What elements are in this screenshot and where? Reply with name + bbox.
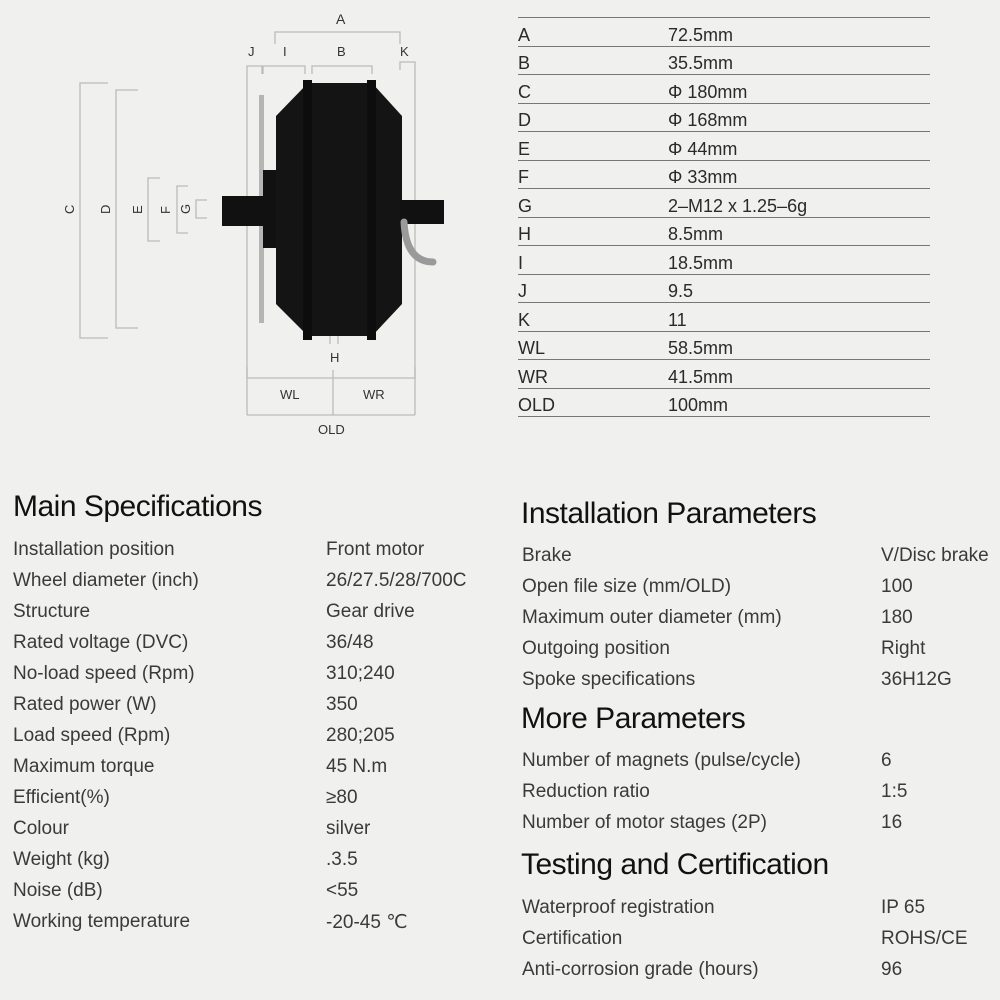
dimension-row bbox=[518, 160, 930, 189]
dimension-row bbox=[518, 18, 930, 47]
main-specs-value: silver bbox=[326, 818, 371, 839]
dimension-value: Φ 44mm bbox=[668, 132, 930, 161]
main-specs-label: Weight (kg) bbox=[13, 849, 110, 870]
dimension-key: E bbox=[518, 132, 668, 161]
testing-value: 96 bbox=[881, 959, 903, 980]
installation-label: Spoke specifications bbox=[522, 669, 696, 690]
dimension-row bbox=[518, 217, 930, 246]
main-specs-label: Wheel diameter (inch) bbox=[13, 570, 199, 591]
dimension-row bbox=[518, 103, 930, 132]
main-specs-label: Colour bbox=[13, 818, 69, 839]
dimension-key: C bbox=[518, 75, 668, 104]
main-specs-label: No-load speed (Rpm) bbox=[13, 663, 195, 684]
dimension-row bbox=[518, 388, 930, 417]
dimension-value: 35.5mm bbox=[668, 46, 930, 75]
dimension-value: 11 bbox=[668, 303, 930, 332]
main-specs-label: Efficient(%) bbox=[13, 787, 110, 808]
label-C: C bbox=[62, 204, 77, 214]
dimension-key: B bbox=[518, 46, 668, 75]
more-value: 6 bbox=[881, 750, 892, 771]
dimension-key: A bbox=[518, 18, 668, 47]
dimension-row bbox=[518, 132, 930, 161]
label-F: F bbox=[158, 206, 173, 214]
dimension-key: F bbox=[518, 160, 668, 189]
main-specs-value: Gear drive bbox=[326, 601, 415, 622]
installation-value: Right bbox=[881, 638, 926, 659]
dimension-key: WL bbox=[518, 331, 668, 360]
installation-label: Outgoing position bbox=[522, 638, 670, 659]
main-specs-value: -20-45 ℃ bbox=[326, 912, 408, 933]
installation-value: 100 bbox=[881, 576, 913, 597]
dimension-row bbox=[518, 246, 930, 275]
dimension-key: I bbox=[518, 246, 668, 275]
label-B: B bbox=[337, 44, 346, 59]
main-specs-value: 350 bbox=[326, 694, 358, 715]
dimension-row bbox=[518, 303, 930, 332]
main-specs-value: Front motor bbox=[326, 539, 425, 560]
dimension-row bbox=[518, 360, 930, 389]
installation-value: 36H12G bbox=[881, 669, 952, 690]
motor-dimension-drawing bbox=[0, 0, 500, 450]
dimension-key: H bbox=[518, 217, 668, 246]
testing-label: Anti-corrosion grade (hours) bbox=[522, 959, 759, 980]
main-specs-label: Working temperature bbox=[13, 911, 191, 932]
main-specs-value: <55 bbox=[326, 880, 359, 901]
main-specs-label: Installation position bbox=[13, 539, 175, 560]
dimension-key: WR bbox=[518, 360, 668, 389]
installation-label: Open file size (mm/OLD) bbox=[522, 576, 732, 597]
dimension-value: 8.5mm bbox=[668, 217, 930, 246]
main-specifications-title: Main Specifications bbox=[13, 490, 262, 523]
more-value: 16 bbox=[881, 812, 903, 833]
more-label: Reduction ratio bbox=[522, 781, 650, 802]
dimension-value: 58.5mm bbox=[668, 331, 930, 360]
installation-value: V/Disc brake bbox=[881, 545, 989, 566]
testing-label: Waterproof registration bbox=[522, 897, 715, 918]
more-value: 1:5 bbox=[881, 781, 908, 802]
label-WL: WL bbox=[280, 387, 300, 402]
main-specs-value: 45 N.m bbox=[326, 756, 388, 777]
main-specs-value: 36/48 bbox=[326, 632, 374, 653]
main-specs-value: 26/27.5/28/700C bbox=[326, 570, 467, 591]
label-I: I bbox=[283, 44, 287, 59]
more-label: Number of motor stages (2P) bbox=[522, 812, 767, 833]
label-WR: WR bbox=[363, 387, 385, 402]
dimension-value: 9.5 bbox=[668, 274, 930, 303]
more-label: Number of magnets (pulse/cycle) bbox=[522, 750, 801, 771]
dimension-value: 41.5mm bbox=[668, 360, 930, 389]
hub-motor-body bbox=[222, 80, 444, 340]
installation-value: 180 bbox=[881, 607, 913, 628]
main-specs-label: Rated power (W) bbox=[13, 694, 157, 715]
label-G: G bbox=[178, 203, 193, 214]
dimension-row bbox=[518, 46, 930, 75]
dimension-table bbox=[518, 17, 930, 417]
dimension-key: J bbox=[518, 274, 668, 303]
dimension-row bbox=[518, 331, 930, 360]
testing-label: Certification bbox=[522, 928, 623, 949]
dimension-row bbox=[518, 75, 930, 104]
dimension-value: 18.5mm bbox=[668, 246, 930, 275]
testing-certification-title: Testing and Certification bbox=[521, 848, 829, 881]
testing-value: ROHS/CE bbox=[881, 928, 968, 949]
dimension-row bbox=[518, 274, 930, 303]
main-specs-label: Maximum torque bbox=[13, 756, 155, 777]
main-specs-value: 280;205 bbox=[326, 725, 395, 746]
main-specs-label: Structure bbox=[13, 601, 91, 622]
label-H: H bbox=[330, 350, 340, 365]
main-specs-value: 310;240 bbox=[326, 663, 395, 684]
dimension-value: 100mm bbox=[668, 388, 930, 417]
dimension-value: 2–M12 x 1.25–6g bbox=[668, 189, 930, 218]
main-specs-value: ≥80 bbox=[326, 787, 358, 808]
installation-label: Maximum outer diameter (mm) bbox=[522, 607, 782, 628]
dimension-key: G bbox=[518, 189, 668, 218]
installation-parameters-title: Installation Parameters bbox=[521, 497, 817, 530]
main-specs-label: Rated voltage (DVC) bbox=[13, 632, 189, 653]
dimension-row bbox=[518, 189, 930, 218]
installation-label: Brake bbox=[522, 545, 572, 566]
testing-value: IP 65 bbox=[881, 897, 926, 918]
dimension-key: OLD bbox=[518, 388, 668, 417]
label-D: D bbox=[98, 204, 113, 214]
label-E: E bbox=[130, 205, 145, 214]
more-parameters-title: More Parameters bbox=[521, 702, 746, 735]
label-J: J bbox=[248, 44, 255, 59]
label-A: A bbox=[336, 11, 346, 27]
label-OLD: OLD bbox=[318, 422, 345, 437]
dimension-value: Φ 180mm bbox=[668, 75, 930, 104]
dimension-key: K bbox=[518, 303, 668, 332]
dimension-key: D bbox=[518, 103, 668, 132]
main-specs-label: Load speed (Rpm) bbox=[13, 725, 171, 746]
dimension-value: Φ 33mm bbox=[668, 160, 930, 189]
main-specs-label: Noise (dB) bbox=[13, 880, 103, 901]
dimension-value: Φ 168mm bbox=[668, 103, 930, 132]
dimension-value: 72.5mm bbox=[668, 18, 930, 47]
main-specs-value: .3.5 bbox=[326, 849, 358, 870]
label-K: K bbox=[400, 44, 409, 59]
